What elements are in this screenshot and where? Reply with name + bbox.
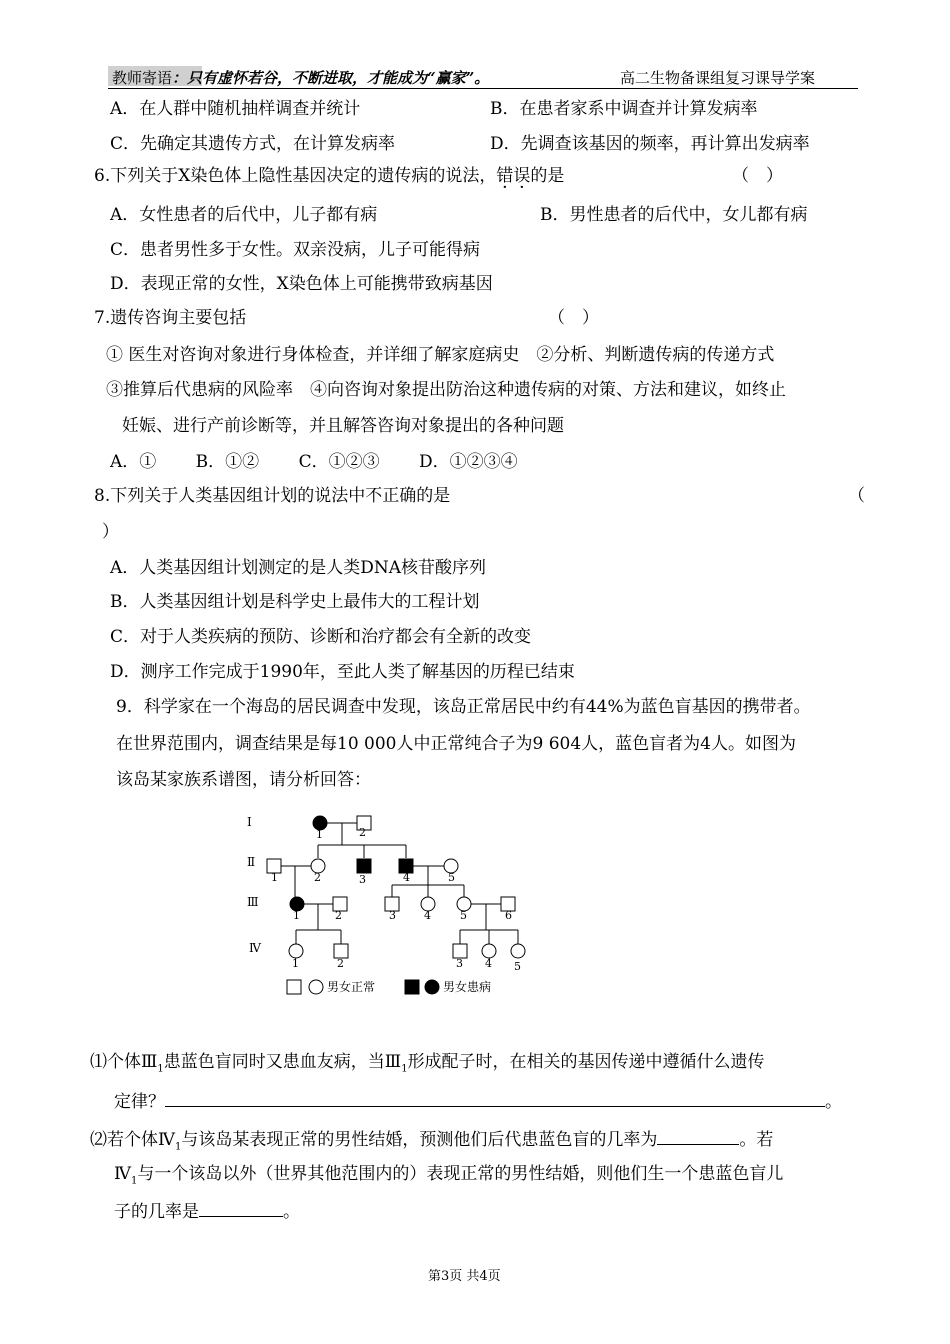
q9-sub1-text-b: 患蓝色盲同时又患血友病，当Ⅲ [163,1052,402,1072]
pedigree-II3 [357,859,371,873]
legend-normal-female [309,980,323,994]
q9-sub2-subscript: 1 [174,1141,182,1153]
q8-paren-close: ） [102,522,119,542]
q9-sub2-text-f: 子的几率是 [114,1202,199,1222]
header-course: 高二生物备课组复习课导学案 [620,69,816,87]
pedigree-IV2 [334,944,348,958]
svg-text:4: 4 [485,957,492,970]
svg-text:4: 4 [403,871,410,884]
q5-option-d: D．先调查该基因的频率，再计算出发病率 [490,134,810,154]
gen-label-1: Ⅰ [247,815,252,829]
q8-option-a: A．人类基因组计划测定的是人类DNA核苷酸序列 [110,558,487,578]
q6-option-b: B．男性患者的后代中，女儿都有病 [540,205,808,225]
q7-line-2: ③推算后代患病的风险率 ④向咨询对象提出防治这种遗传病的对策、方法和建议，如终止 [106,380,786,400]
q6-option-a: A．女性患者的后代中，儿子都有病 [110,205,378,225]
q7-options: A．① B．①② C．①②③ D．①②③④ [110,452,518,472]
pedigree-IV5 [511,944,525,958]
q9-sub2-text-b: 与该岛某表现正常的男性结婚，预测他们后代患蓝色盲的几率为 [181,1130,658,1150]
legend-affected-male [405,980,419,994]
svg-text:5: 5 [460,909,467,922]
q6-answer-paren: （ ） [732,166,783,186]
q9-sub1-answer-blank[interactable] [165,1090,825,1107]
q9-sub2-period: 。 [283,1202,300,1222]
q9-sub1-subscript-2: 1 [401,1063,408,1075]
q9-sub2-line2 [114,1164,783,1191]
svg-text:5: 5 [448,871,455,884]
q8-option-b: B．人类基因组计划是科学史上最伟大的工程计划 [110,592,480,612]
q9-sub1-text-d: 定律？ [114,1092,165,1112]
q9-line-1: 9．科学家在一个海岛的居民调查中发现，该岛正常居民中约有44%为蓝色盲基因的携带者。 [116,697,811,717]
q6-option-d: D．表现正常的女性，X染色体上可能携带致病基因 [110,274,493,294]
svg-text:2: 2 [359,826,366,839]
svg-text:5: 5 [514,960,521,973]
pedigree-IV3 [453,944,467,958]
gen-label-4: Ⅳ [249,941,261,955]
svg-text:3: 3 [359,873,366,886]
page-footer: 第3页 共4页 [428,1269,501,1284]
svg-text:3: 3 [389,909,396,922]
svg-text:2: 2 [337,957,344,970]
svg-text:1: 1 [271,871,278,884]
legend-normal-label: 男女正常 [327,980,376,994]
q9-sub1-subscript: 1 [157,1063,164,1075]
q7-answer-paren: （ ） [548,308,599,328]
svg-text:4: 4 [424,909,431,922]
q9-sub2-line1 [90,1128,773,1157]
q8-option-c: C．对于人类疾病的预防、诊断和治疗都会有全新的改变 [110,627,532,647]
q8-paren-open: （ [848,486,865,506]
q7-line-1: ① 医生对咨询对象进行身体检查，并详细了解家庭病史 ②分析、判断遗传病的传递方式 [106,345,775,365]
q6-stem-text: 6.下列关于X染色体上隐性基因决定的遗传病的说法， [94,166,497,186]
q7-line-3: 妊娠、进行产前诊断等，并且解答咨询对象提出的各种问题 [122,416,564,436]
q9-sub1-line2 [114,1090,842,1112]
svg-text:1: 1 [292,957,299,970]
q6-stem-end: 的是 [530,166,565,186]
q9-sub1-text-c: 形成配子时，在相关的基因传递中遵循什么遗传 [407,1052,765,1072]
q8-option-d: D．测序工作完成于1990年，至此人类了解基因的历程已结束 [110,662,575,682]
svg-text:1: 1 [316,828,323,841]
header-divider [108,88,858,89]
q9-sub2-text-c: 。若 [739,1130,774,1150]
q9-sub2-subscript-2: 1 [130,1175,138,1187]
q8-stem: 8.下列关于人类基因组计划的说法中不正确的是 [94,486,451,506]
q6-stem [94,166,564,186]
q9-sub2-answer-blank-2[interactable] [199,1200,283,1217]
pedigree-IV1 [289,944,303,958]
header-left [112,67,489,88]
legend-affected-female [425,980,439,994]
header-motto: ：只有虚怀若谷，不断进取，才能成为“赢家”。 [172,69,490,87]
q9-sub2-text-d: Ⅳ [114,1164,131,1184]
pedigree-IV4 [482,944,496,958]
q6-option-c: C．患者男性多于女性。双亲没病，儿子可能得病 [110,240,481,260]
q9-sub2-answer-blank-1[interactable] [657,1128,739,1145]
q5-option-b: B．在患者家系中调查并计算发病率 [490,99,758,119]
q9-line-2: 在世界范围内，调查结果是每10 000人中正常纯合子为9 604人，蓝色盲者为4人。如图为 [116,734,796,754]
q6-emphasis-2: 误 [513,166,531,186]
pedigree-chart [240,805,540,1000]
gen-label-3: Ⅲ [247,895,259,909]
svg-text:2: 2 [314,871,321,884]
q7-stem: 7.遗传咨询主要包括 [94,308,247,328]
q9-sub2-text-a: ⑵若个体Ⅳ [90,1130,175,1150]
svg-text:6: 6 [505,909,512,922]
svg-text:3: 3 [456,957,463,970]
svg-text:2: 2 [335,909,342,922]
q9-sub2-text-e: 与一个该岛以外（世界其他范围内的）表现正常的男性结婚，则他们生一个患蓝色盲儿 [137,1164,784,1184]
q6-emphasis-1: 错 [496,166,514,186]
legend-affected-label: 男女患病 [443,980,492,994]
q9-line-3: 该岛某家族系谱图，请分析回答： [116,770,371,790]
svg-text:1: 1 [293,909,300,922]
q9-sub1-text-a: ⑴个体Ⅲ [90,1052,158,1072]
q5-option-a: A．在人群中随机抽样调查并统计 [110,99,361,119]
q5-option-c: C．先确定其遗传方式，在计算发病率 [110,134,396,154]
q9-sub1-line1 [90,1052,765,1079]
gen-label-2: Ⅱ [247,855,256,869]
legend-normal-male [287,980,301,994]
header-label: 教师寄语 [112,69,173,87]
q9-sub2-line3 [114,1200,300,1222]
q9-sub1-period: 。 [825,1092,842,1112]
